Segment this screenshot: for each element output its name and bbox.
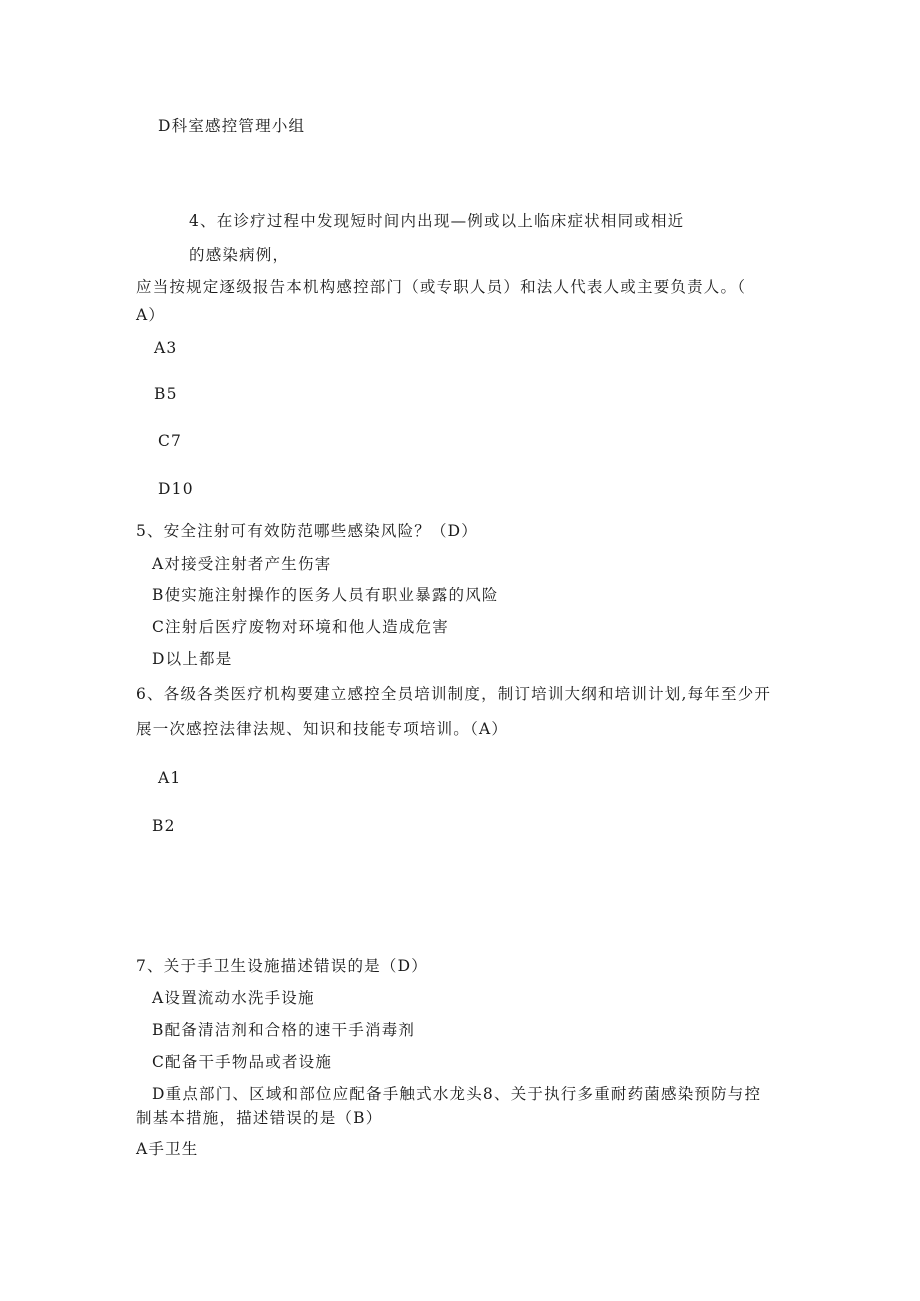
q3-option-d: D科室感控管理小组 <box>158 117 306 135</box>
q4-stem-line3: 应当按规定逐级报告本机构感控部门（或专职人员）和法人代表人或主要负责人。（ <box>136 278 747 296</box>
q7-option-d-q8-stem-line1: D重点部门、区域和部位应配备手触式水龙头8、关于执行多重耐药菌感染预防与控 <box>152 1085 762 1103</box>
q6-stem-line1: 6、各级各类医疗机构要建立感控全员培训制度，制订培训大纲和培训计划,每年至少开 <box>136 685 772 703</box>
q5-stem: 5、安全注射可有效防范哪些感染风险？（D） <box>136 522 478 540</box>
q4-stem-line1: 4、在诊疗过程中发现短时间内出现—例或以上临床症状相同或相近 <box>189 212 685 230</box>
q6-option-a: A1 <box>158 769 182 787</box>
q7-stem: 7、关于手卫生设施描述错误的是（D） <box>136 957 428 975</box>
q5-option-b: B使实施注射操作的医务人员有职业暴露的风险 <box>152 586 499 604</box>
q4-option-b: B5 <box>154 385 178 403</box>
q5-option-d: D以上都是 <box>152 650 233 668</box>
q5-option-a: A对接受注射者产生伤害 <box>152 555 332 573</box>
q4-stem-line4: A） <box>136 306 166 324</box>
q4-option-d: D10 <box>158 480 194 498</box>
q8-stem-line2: 制基本措施，描述错误的是（B） <box>136 1109 383 1127</box>
q6-option-b: B2 <box>152 817 176 835</box>
q4-option-c: C7 <box>158 432 183 450</box>
q8-option-a: A手卫生 <box>136 1140 199 1158</box>
q7-option-a: A设置流动水洗手设施 <box>152 989 315 1007</box>
q6-stem-line2: 展一次感控法律法规、知识和技能专项培训。（A） <box>136 720 509 738</box>
q4-option-a: A3 <box>154 339 178 357</box>
q5-option-c: C注射后医疗废物对环境和他人造成危害 <box>152 618 449 636</box>
q4-stem-line2: 的感染病例， <box>189 246 290 264</box>
q7-option-b: B配备清洁剂和合格的速干手消毒剂 <box>152 1021 416 1039</box>
q7-option-c: C配备干手物品或者设施 <box>152 1053 333 1071</box>
